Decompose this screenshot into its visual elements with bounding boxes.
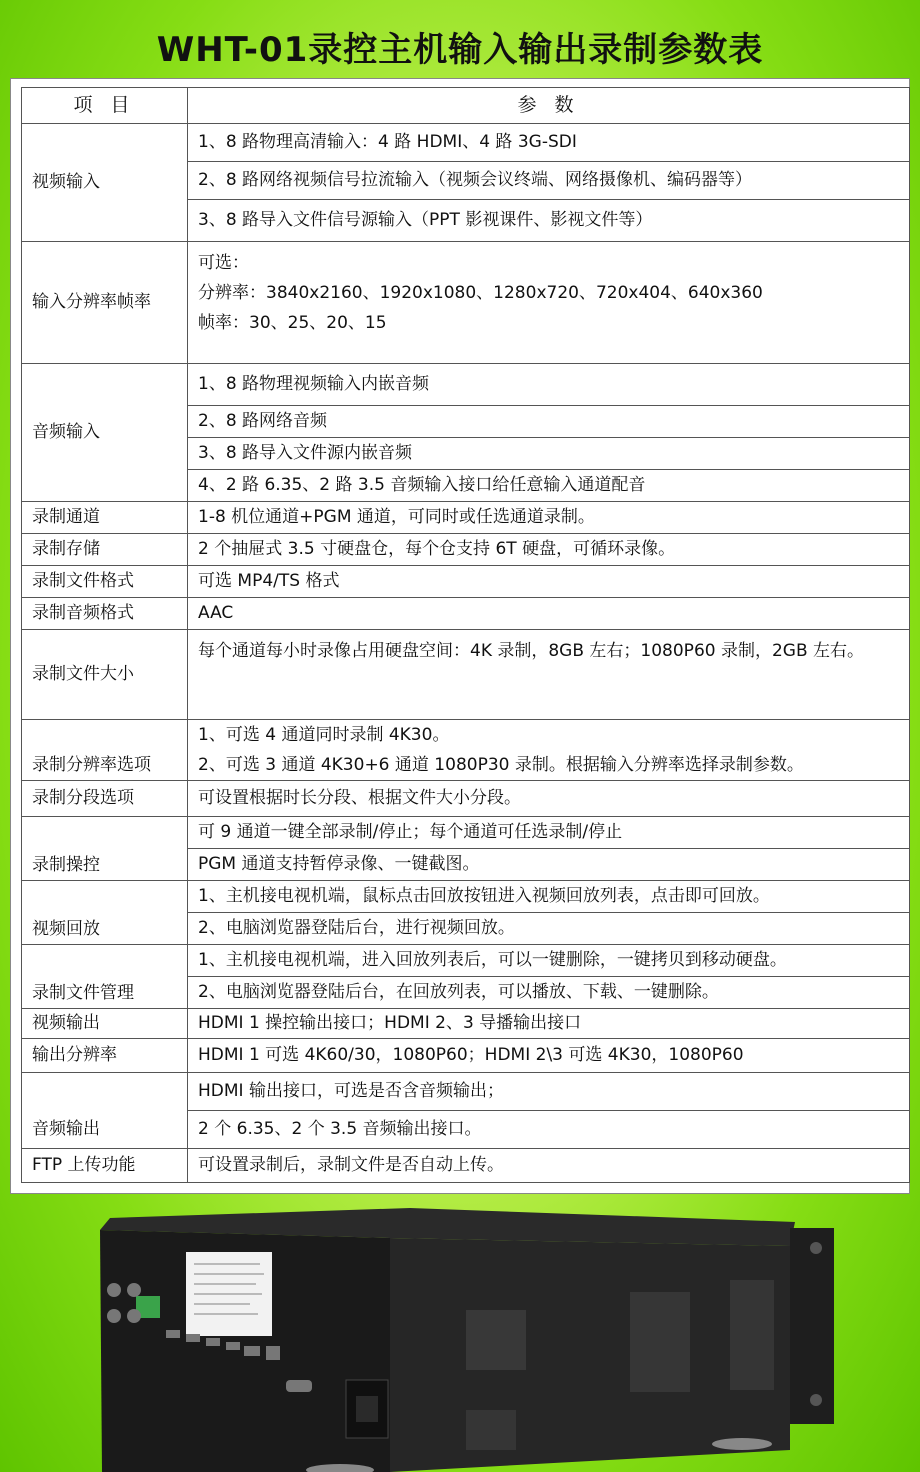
table-row [22, 630, 910, 720]
row-value: 1、主机接电视机端，进入回放列表后，可以一键删除，一键拷贝到移动硬盘。 [188, 945, 910, 977]
row-value: 2、8 路网络视频信号拉流输入（视频会议终端、网络摄像机、编码器等） [188, 162, 910, 200]
table-row [22, 534, 910, 566]
table-row [22, 945, 910, 977]
row-value: 2、电脑浏览器登陆后台，在回放列表，可以播放、下载、一键删除。 [188, 977, 910, 1009]
page-title: WHT-01录控主机输入输出录制参数表 [156, 30, 764, 70]
table-header-row [22, 88, 910, 124]
row-value: PGM 通道支持暂停录像、一键截图。 [188, 849, 910, 881]
table-row [22, 364, 910, 406]
row-value-line: 1、可选 4 通道同时录制 4K30。 [198, 725, 450, 745]
table-row [22, 1073, 910, 1111]
row-value: 2、8 路网络音频 [188, 406, 910, 438]
row-item: 录制分段选项 [22, 781, 188, 817]
table-row [22, 242, 910, 364]
table-row [22, 1149, 910, 1183]
row-value: HDMI 1 可选 4K60/30，1080P60；HDMI 2\3 可选 4K30，1080P60 [188, 1039, 910, 1073]
row-value-line: 分辨率：3840x2160、1920x1080、1280x720、720x404、640x360 [198, 283, 763, 303]
row-item: 输入分辨率帧率 [22, 242, 188, 364]
table-row [22, 881, 910, 913]
row-value: 2 个抽屉式 3.5 寸硬盘仓，每个仓支持 6T 硬盘，可循环录像。 [188, 534, 910, 566]
row-value: 可选 MP4/TS 格式 [188, 566, 910, 598]
row-item: 输出分辨率 [22, 1039, 188, 1073]
spec-table [21, 87, 910, 1183]
row-value: 可设置根据时长分段、根据文件大小分段。 [188, 781, 910, 817]
row-value-line: 帧率：30、25、20、15 [198, 313, 387, 333]
row-value: 2 个 6.35、2 个 3.5 音频输出接口。 [188, 1111, 910, 1149]
row-value: 1、主机接电视机端，鼠标点击回放按钮进入视频回放列表，点击即可回放。 [188, 881, 910, 913]
row-item: 视频输出 [22, 1009, 188, 1039]
table-row [22, 598, 910, 630]
header-item: 项 目 [22, 88, 188, 124]
row-value: 1-8 机位通道+PGM 通道，可同时或任选通道录制。 [188, 502, 910, 534]
row-value: 可设置录制后，录制文件是否自动上传。 [188, 1149, 910, 1183]
row-item: 录制文件管理 [22, 945, 188, 1009]
table-row [22, 817, 910, 849]
table-row [22, 502, 910, 534]
row-value: 1、8 路物理视频输入内嵌音频 [188, 364, 910, 406]
row-item: 录制存储 [22, 534, 188, 566]
row-item: FTP 上传功能 [22, 1149, 188, 1183]
row-item: 视频输入 [22, 124, 188, 242]
row-value-line: 可选： [198, 253, 249, 273]
row-item: 录制通道 [22, 502, 188, 534]
row-value: 可 9 通道一键全部录制/停止；每个通道可任选录制/停止 [188, 817, 910, 849]
row-value: 每个通道每小时录像占用硬盘空间：4K 录制，8GB 左右；1080P60 录制，2GB 左右。 [188, 630, 910, 720]
device-photo [90, 1200, 840, 1472]
table-row [22, 566, 910, 598]
table-row [22, 781, 910, 817]
row-item: 音频输入 [22, 364, 188, 502]
row-item: 视频回放 [22, 881, 188, 945]
header-param: 参 数 [188, 88, 910, 124]
row-value: 2、电脑浏览器登陆后台，进行视频回放。 [188, 913, 910, 945]
table-row [22, 1009, 910, 1039]
row-value-line: 2、可选 3 通道 4K30+6 通道 1080P30 录制。根据输入分辨率选择录制参数。 [198, 755, 804, 775]
row-value-block [188, 242, 910, 364]
rack-ear [790, 1228, 834, 1424]
row-item: 录制操控 [22, 817, 188, 881]
table-row [22, 720, 910, 781]
row-item: 音频输出 [22, 1073, 188, 1149]
row-item: 录制文件大小 [22, 630, 188, 720]
row-item: 录制文件格式 [22, 566, 188, 598]
row-value: 3、8 路导入文件源内嵌音频 [188, 438, 910, 470]
row-value: 3、8 路导入文件信号源输入（PPT 影视课件、影视文件等） [188, 200, 910, 242]
row-value: 4、2 路 6.35、2 路 3.5 音频输入接口给任意输入通道配音 [188, 470, 910, 502]
table-row [22, 1039, 910, 1073]
table-row [22, 124, 910, 162]
row-value: HDMI 1 操控输出接口；HDMI 2、3 导播输出接口 [188, 1009, 910, 1039]
row-value: AAC [188, 598, 910, 630]
row-value: 1、8 路物理高清输入：4 路 HDMI、4 路 3G-SDI [188, 124, 910, 162]
row-item: 录制分辨率选项 [22, 720, 188, 781]
row-item: 录制音频格式 [22, 598, 188, 630]
spec-card [10, 78, 910, 1194]
row-value: HDMI 输出接口，可选是否含音频输出； [188, 1073, 910, 1111]
row-value-block [188, 720, 910, 781]
